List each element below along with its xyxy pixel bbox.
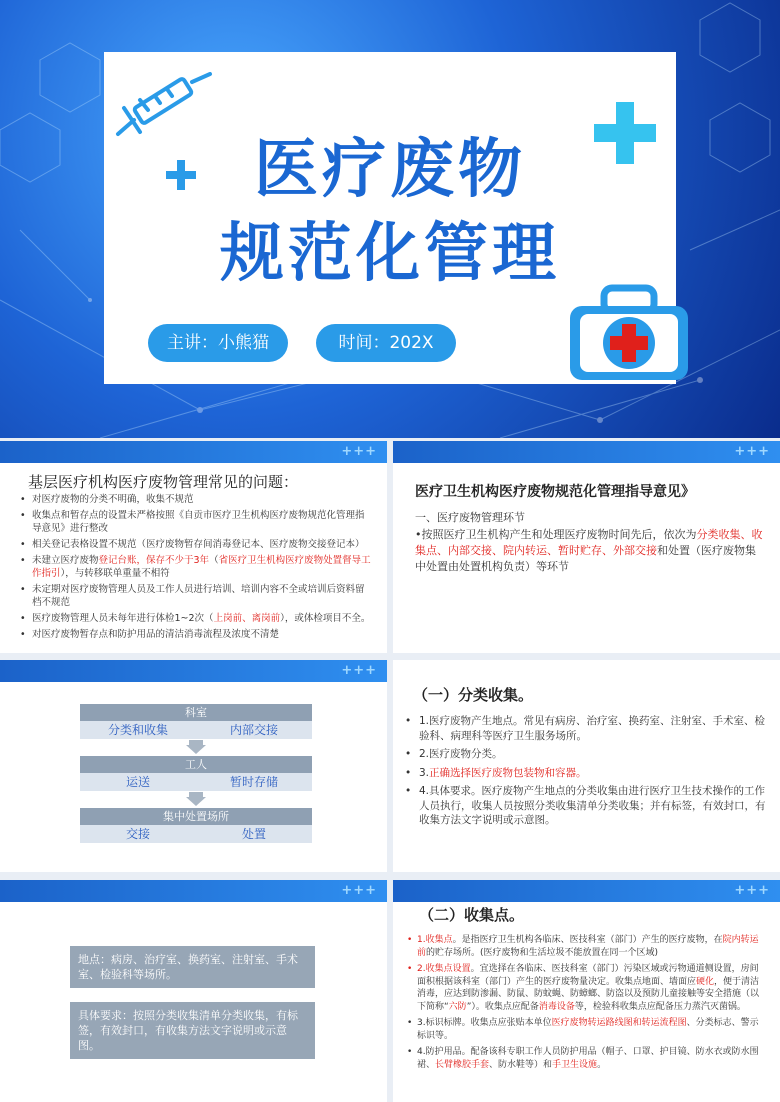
flow-step-disposal-site: 集中处置场所 (80, 808, 312, 825)
list-item (407, 963, 767, 1013)
flow-action: 分类和收集 (107, 723, 168, 737)
slide-top-bar (0, 660, 387, 682)
list-item (405, 714, 767, 743)
body-text: 的贮存场所。(医疗废物和生活垃圾不能放置在同一个区域) (426, 947, 659, 958)
requirement-box: 具体要求：按照分类收集清单分类收集，有标签，有效封口，有收集方法文字说明或示意图。 (70, 1002, 315, 1059)
plus-marks: +++ (341, 663, 377, 678)
list-item (407, 1017, 767, 1042)
list-item (20, 509, 372, 535)
highlight-text: 六防 (448, 1001, 467, 1012)
slide-top-bar (0, 441, 387, 463)
flow-action: 交接 (125, 827, 150, 841)
hero-slide (0, 0, 780, 438)
slide-top-bar (393, 880, 780, 902)
list-item (20, 612, 372, 625)
highlight-text: 上岗前、离岗前 (213, 613, 281, 624)
highlight-text: 医疗废物转运路线图和转运流程图 (551, 1018, 687, 1028)
list-item (20, 583, 372, 609)
highlight-text: 手卫生设施 (552, 1059, 598, 1070)
flow-step-department-actions (80, 721, 312, 739)
flow-action: 暂时存储 (229, 775, 278, 789)
body-text: ），或体检项目不全。 (280, 613, 371, 624)
plus-marks: +++ (734, 444, 770, 459)
flow-step-department: 科室 (80, 704, 312, 721)
list-item (405, 766, 767, 781)
highlight-text: 省医疗卫生机构医疗废物处置督导工作指引 (32, 555, 371, 579)
slide-classification (393, 660, 780, 872)
body-text: 4.防护用品。配备该科专职工作人员防护用品（帽子、口罩、护目镜、防水衣或防水围裙、 (417, 1047, 759, 1070)
body-text: 未建立医疗废物 (32, 555, 99, 566)
problem-list (20, 493, 372, 644)
list-item (20, 493, 372, 506)
highlight-text: 2.收集点设置 (417, 964, 471, 974)
slide-collection-point (393, 880, 780, 1102)
slide-common-problems (0, 441, 387, 653)
slide-title: 医疗卫生机构医疗废物规范化管理指导意见》 (415, 484, 695, 500)
body-text: 3. (419, 766, 430, 779)
body-text: （ (209, 555, 219, 566)
flow-action: 运送 (125, 775, 150, 789)
list-item (20, 554, 372, 580)
flow-action: 处置 (241, 827, 266, 841)
body-text: 1.医疗废物产生地点。常见有病房、治疗室、换药室、注射室、手术室、检验科、病理科等医疗卫生服务场所。 (419, 715, 766, 742)
location-box: 地点：病房、治疗室、换药室、注射室、手术室、检验科等场所。 (70, 946, 315, 988)
body-text: 对医疗废物暂存点和防护用品的清洁消毒流程及浓度不清楚 (32, 629, 280, 640)
arrow-down-icon (186, 792, 206, 806)
body-text: 、防水鞋等）和 (489, 1059, 553, 1070)
highlight-text: 登记台账，保存不少于3年 (98, 555, 210, 566)
slide-collection-summary (0, 880, 387, 1102)
list-item (405, 784, 767, 828)
speaker-badge: 主讲：小熊猫 (148, 324, 288, 362)
slide-process-flow (0, 660, 387, 872)
body-text: 。 (597, 1059, 607, 1070)
body-text: 4.具体要求。医疗废物产生地点的分类收集由进行医疗卫生技术操作的工作人员执行，收集人员按照分类收集清单分类收集；并有标签，有效封口，有收集方法文字说明或示意图。 (419, 785, 766, 826)
highlight-text: 正确选择医疗废物包装物和容器。 (429, 766, 587, 779)
hero-title-line1: 医疗废物 (254, 133, 526, 207)
medical-kit-icon (564, 284, 694, 384)
body-text: 对医疗废物的分类不明确，收集不规范 (32, 494, 194, 505)
highlight-text: 消毒设备 (538, 1001, 575, 1012)
section-subtitle: 一、医疗废物管理环节 (415, 511, 525, 524)
highlight-text: 院内转运前 (417, 935, 759, 958)
list-item (20, 538, 372, 551)
slide-title: 基层医疗机构医疗废物管理常见的问题： (28, 473, 299, 491)
guideline-body (415, 527, 765, 575)
flow-step-disposal-actions (80, 825, 312, 843)
slide-title: （一）分类收集。 (413, 686, 534, 704)
hero-title-line2: 规范化管理 (220, 217, 560, 291)
body-text: ，便于清洁消毒，应达到防渗漏、防鼠、防蚊蝇、防蟑螂、防盗以及预防儿童接触等安全措施（以下简称“ (417, 976, 760, 1012)
body-text: 收集点和暂存点的设置未严格按照《自贡市医疗卫生机构医疗废物规范化管理指导意见》进行整改 (32, 510, 365, 534)
highlight-text: 1.收集点 (417, 935, 453, 945)
body-text: 2.医疗废物分类。 (419, 748, 503, 760)
flow-action: 内部交接 (229, 723, 278, 737)
body-text: 未定期对医疗废物管理人员及工作人员进行培训、培训内容不全或培训后资料留档不规范 (32, 584, 365, 608)
body-text: 和处置（医疗废物集中处置由处置机构负责）等环节 (415, 544, 756, 573)
highlight-text: 分类收集、收集点、内部交接、院内转运、暂时贮存、外部交接 (415, 528, 763, 557)
body-text: •按照医疗卫生机构产生和处理医疗废物时间先后，依次为 (415, 528, 697, 541)
body-text: ”）。收集点应配备 (466, 1001, 539, 1012)
classification-list (405, 714, 767, 832)
body-text: 、分类标志、警示标识等。 (417, 1018, 759, 1041)
body-text: 。是指医疗卫生机构各临床、医技科室（部门）产生的医疗废物，在 (452, 935, 723, 945)
body-text: 相关登记表格设置不规范（医疗废物暂存间消毒登记本、医疗废物交接登记本） (32, 539, 365, 550)
body-text: 医疗废物管理人员未每年进行体检1~2次（ (32, 613, 214, 624)
list-item (407, 1046, 767, 1071)
highlight-text: 硬化 (696, 976, 715, 987)
body-text: ），与转移联单重量不相符 (60, 568, 170, 579)
collection-point-list (407, 934, 767, 1075)
flow-step-worker-actions (80, 773, 312, 791)
list-item (405, 747, 767, 762)
list-item (407, 934, 767, 959)
time-badge: 时间：202X (316, 324, 456, 362)
plus-marks: +++ (734, 883, 770, 898)
highlight-text: 长臂橡胶手套 (435, 1059, 490, 1070)
slide-top-bar (393, 441, 780, 463)
plus-marks: +++ (341, 883, 377, 898)
slide-top-bar (393, 660, 780, 682)
slide-title: （二）收集点。 (419, 906, 525, 924)
body-text: 等，检验科收集点应配备压力蒸汽灭菌锅。 (574, 1001, 746, 1012)
arrow-down-icon (186, 740, 206, 754)
slide-guideline (393, 441, 780, 653)
slide-top-bar (0, 880, 387, 902)
list-item (20, 628, 372, 641)
title-card (104, 52, 676, 384)
flow-step-worker: 工人 (80, 756, 312, 773)
plus-marks: +++ (341, 444, 377, 459)
body-text: 3.标识标牌。收集点应张贴本单位 (417, 1018, 552, 1028)
body-text: 。宜选择在各临床、医技科室（部门）污染区域或污物通道侧设置，房间面积根据该科室（部门）产生的医疗废物量决定。收集点地面、墙面应 (417, 964, 759, 987)
